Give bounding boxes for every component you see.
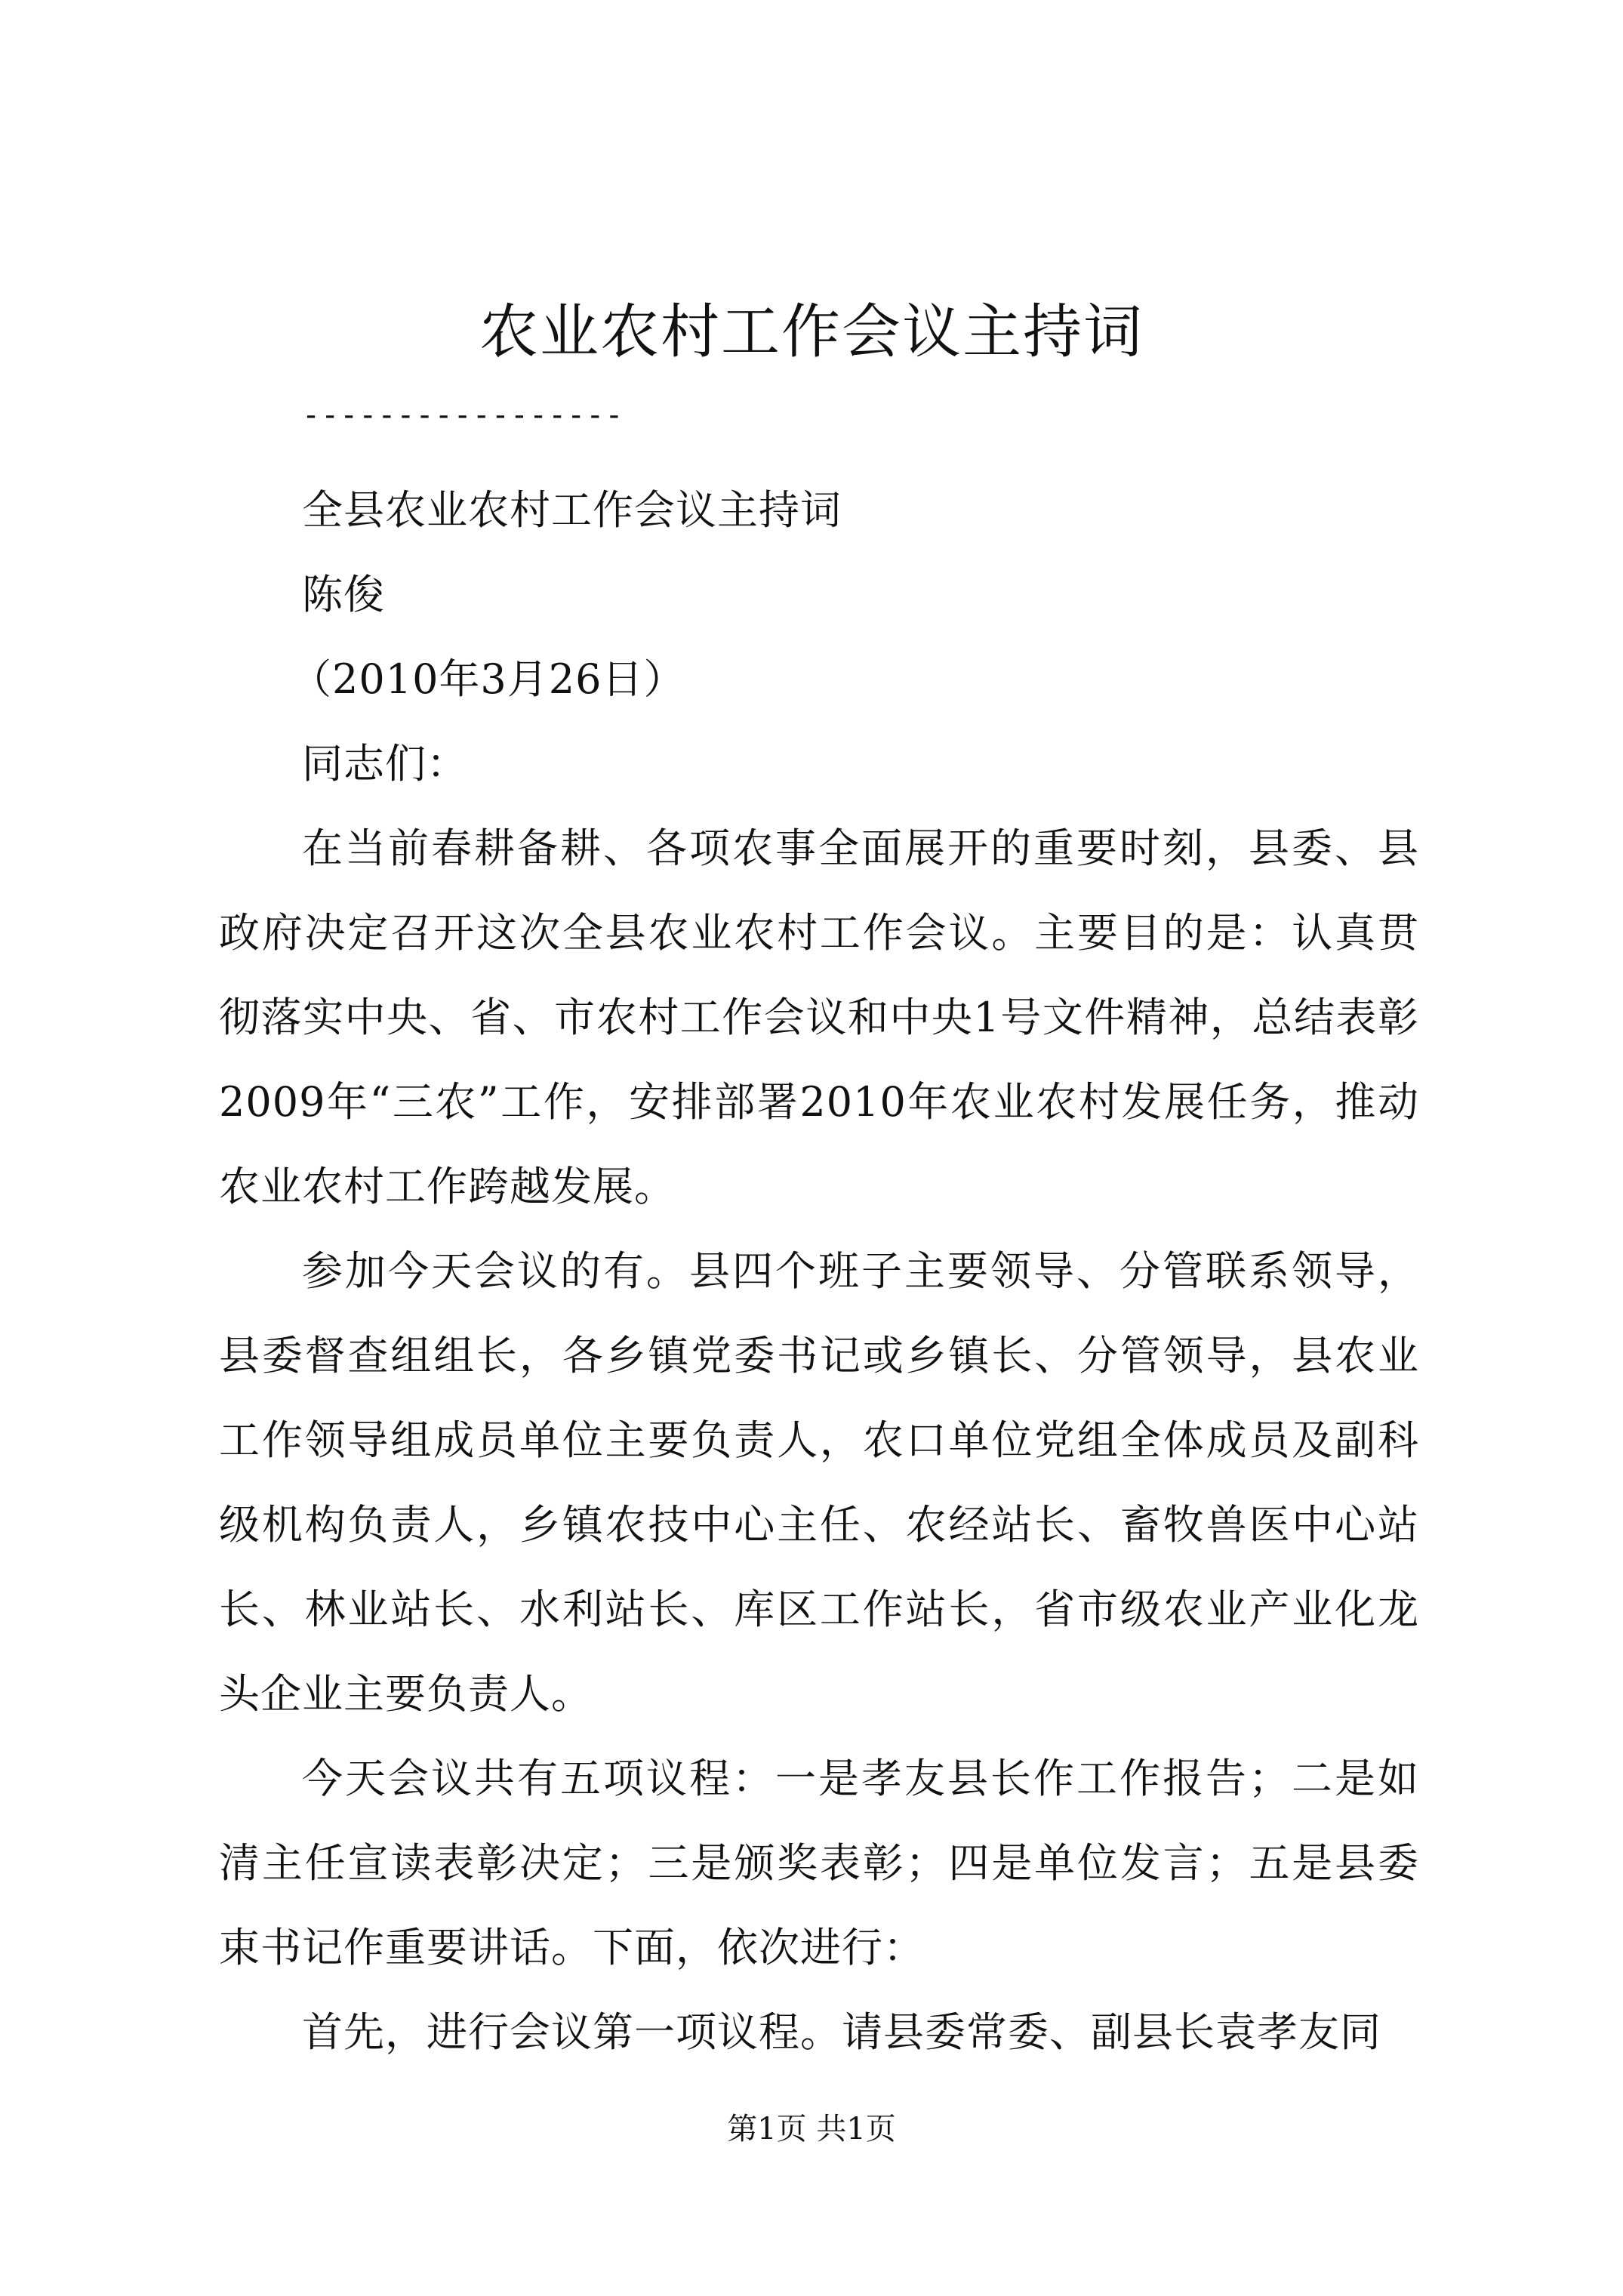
- paragraph-body: 在当前春耕备耕、各项农事全面展开的重要时刻，县委、县政府决定召开这次全县农业农村工作会议。主要目的是：认真贯彻落实中央、省、市农村工作会议和中央1号文件精神，总结表彰2009年“三农”工作，安排部署2010年农业农村发展任务，推动农业农村工作跨越发展。: [219, 824, 1419, 1210]
- paragraph-body: 参加今天会议的有。县四个班子主要领导、分管联系领导，县委督查组组长，各乡镇党委书记或乡镇长、分管领导，县农业工作领导组成员单位主要负责人，农口单位党组全体成员及副科级机构负责人，乡镇农技中心主任、农经站长、畜牧兽医中心站长、林业站长、水利站长、库区工作站长，省市级农业产业化龙头企业主要负责人。: [219, 1247, 1419, 1718]
- paragraph-salutation: 同志们：: [302, 740, 468, 787]
- paragraph-subtitle: 全县农业农村工作会议主持词: [302, 486, 842, 534]
- paragraph-author: 陈俊: [302, 571, 385, 618]
- paragraph-body: 今天会议共有五项议程：一是孝友县长作工作报告；二是如清主任宣读表彰决定；三是颁奖表彰；四是单位发言；五是县委束书记作重要讲话。下面，依次进行：: [219, 1755, 1419, 1971]
- document-body: [219, 468, 1419, 2075]
- paragraph-body: 首先，进行会议第一项议程。请县委常委、副县长袁孝友同: [302, 2008, 1381, 2056]
- document-title: 农业农村工作会议主持词: [479, 298, 1144, 366]
- page-footer: 第1页 共1页: [727, 2112, 896, 2147]
- paragraph-date: （2010年3月26日）: [291, 655, 685, 703]
- dashed-rule: -----------------: [302, 398, 624, 433]
